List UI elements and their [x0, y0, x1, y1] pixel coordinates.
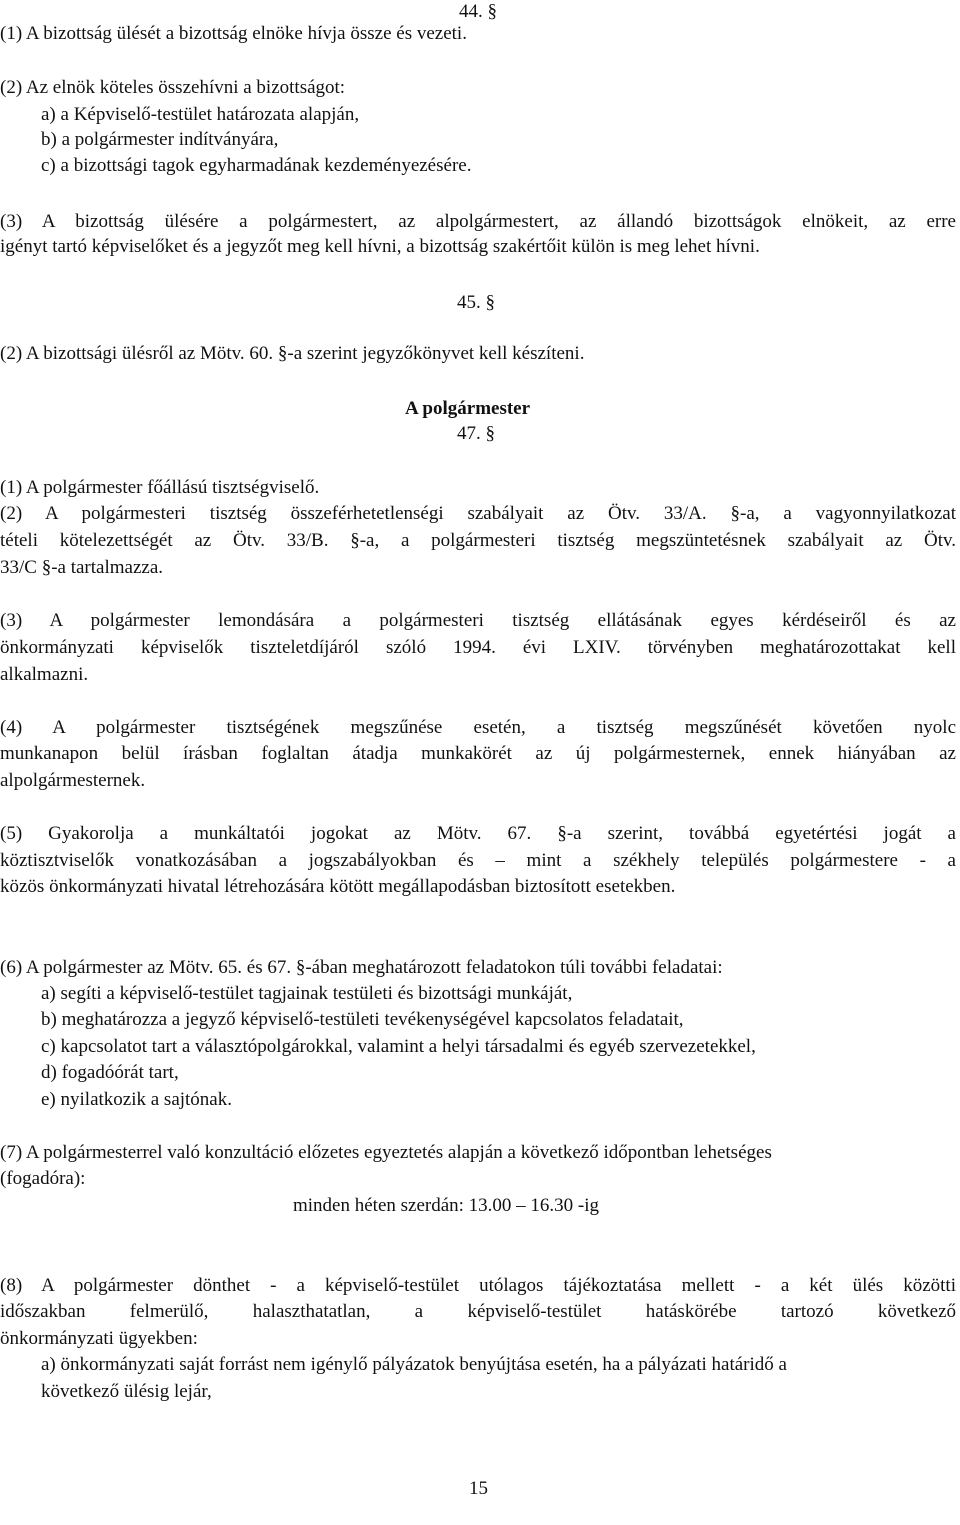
s47-paragraph-4-line-1: (4) A polgármester tisztségének megszűnése esetén, a tisztség megszűnését követően nyolc	[0, 717, 956, 738]
chapter-title: A polgármester	[405, 398, 531, 419]
s44-paragraph-3-line-2: igényt tartó képviselőket és a jegyzőt meg kell hívni, a bizottság szakértőit külön is meg lehet hívni.	[0, 236, 760, 257]
s47-paragraph-5-line-2: köztisztviselők vonatkozásában a jogszabályokban és – mint a székhely település polgármestere - a	[0, 850, 956, 871]
s47-item-8a-line-1: a) önkormányzati saját forrást nem igénylő pályázatok benyújtása esetén, ha a pályázati határidő a	[41, 1354, 787, 1375]
s47-paragraph-1: (1) A polgármester főállású tisztségviselő.	[0, 477, 320, 498]
s47-paragraph-2-line-2: tételi kötelezettségét az Ötv. 33/B. §-a, a polgármesteri tisztség megszüntetésnek szabályait az Ötv.	[0, 530, 956, 551]
s44-item-c: c) a bizottsági tagok egyharmadának kezdeményezésére.	[41, 155, 472, 176]
s47-paragraph-7-line-1: (7) A polgármesterrel való konzultáció előzetes egyeztetés alapján a következő időpontban lehetséges	[0, 1142, 772, 1163]
s45-paragraph-2: (2) A bizottsági ülésről az Mötv. 60. §-a szerint jegyzőkönyvet kell készíteni.	[0, 343, 585, 364]
s47-paragraph-3-line-2: önkormányzati képviselők tiszteletdíjáról szóló 1994. évi LXIV. törvényben meghatározottakat kell	[0, 637, 956, 658]
s47-paragraph-7-line-2: (fogadóra):	[0, 1168, 86, 1189]
s47-paragraph-8-line-2: időszakban felmerülő, halaszthatatlan, a képviselő-testület hatáskörébe tartozó következő	[0, 1301, 956, 1322]
section-47-heading: 47. §	[457, 423, 495, 444]
s47-paragraph-4-line-3: alpolgármesternek.	[0, 770, 146, 791]
s47-paragraph-6: (6) A polgármester az Mötv. 65. és 67. §-ában meghatározott feladatokon túli további feladatai:	[0, 957, 723, 978]
s47-paragraph-3-line-1: (3) A polgármester lemondására a polgármesteri tisztség ellátásának egyes kérdéseiről és az	[0, 610, 956, 631]
s47-paragraph-4-line-2: munkanapon belül írásban foglaltan átadja munkakörét az új polgármesternek, ennek hiányában az	[0, 743, 956, 764]
s47-item-8a-line-2: következő ülésig lejár,	[41, 1381, 212, 1402]
s44-item-a: a) a Képviselő-testület határozata alapján,	[41, 104, 360, 125]
s47-paragraph-2-line-1: (2) A polgármesteri tisztség összeférhetetlenségi szabályait az Ötv. 33/A. §-a, a vagyonnyilatkozat	[0, 503, 956, 524]
s44-paragraph-3-line-1: (3) A bizottság ülésére a polgármestert, az alpolgármestert, az állandó bizottságok elnökeit, az erre	[0, 211, 956, 232]
s47-item-6b: b) meghatározza a jegyző képviselő-testületi tevékenységével kapcsolatos feladatait,	[41, 1009, 684, 1030]
s44-paragraph-1: (1) A bizottság ülését a bizottság elnöke hívja össze és vezeti.	[0, 23, 467, 44]
s44-paragraph-2: (2) Az elnök köteles összehívni a bizottságot:	[0, 77, 346, 98]
page-number: 15	[469, 1478, 488, 1499]
office-hours: minden héten szerdán: 13.00 – 16.30 -ig	[293, 1195, 600, 1216]
s44-item-b: b) a polgármester indítványára,	[41, 129, 279, 150]
section-44-heading: 44. §	[459, 1, 497, 22]
section-45-heading: 45. §	[457, 292, 495, 313]
s47-paragraph-2-line-3: 33/C §-a tartalmazza.	[0, 557, 164, 578]
s47-paragraph-5-line-1: (5) Gyakorolja a munkáltatói jogokat az Mötv. 67. §-a szerint, továbbá egyetértési jogát a	[0, 823, 956, 844]
s47-paragraph-5-line-3: közös önkormányzati hivatal létrehozására kötött megállapodásban biztosított esetekben.	[0, 876, 676, 897]
s47-item-6a: a) segíti a képviselő-testület tagjainak testületi és bizottsági munkáját,	[41, 983, 573, 1004]
s47-item-6c: c) kapcsolatot tart a választópolgárokkal, valamint a helyi társadalmi és egyéb szervezetekkel,	[41, 1036, 756, 1057]
s47-paragraph-8-line-1: (8) A polgármester dönthet - a képviselő-testület utólagos tájékoztatása mellett - a két ülés közötti	[0, 1275, 956, 1296]
s47-paragraph-3-line-3: alkalmazni.	[0, 664, 89, 685]
s47-item-6e: e) nyilatkozik a sajtónak.	[41, 1089, 232, 1110]
s47-paragraph-8-line-3: önkormányzati ügyekben:	[0, 1328, 198, 1349]
s47-item-6d: d) fogadóórát tart,	[41, 1062, 179, 1083]
